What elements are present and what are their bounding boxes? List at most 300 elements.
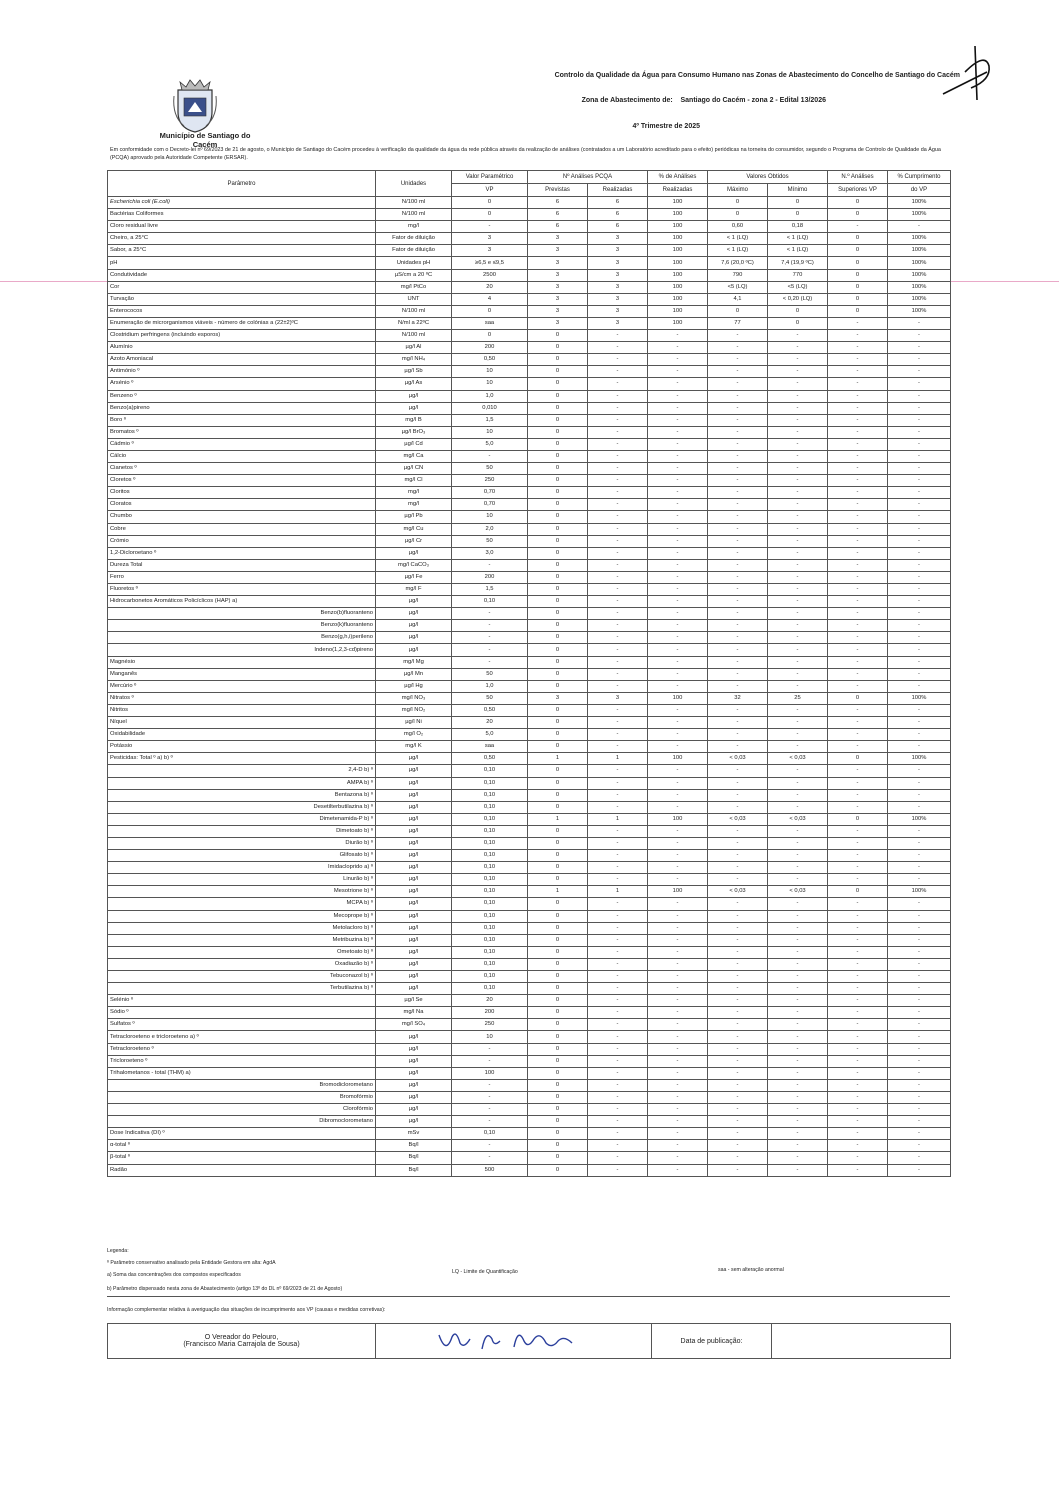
value-cell: - — [828, 450, 888, 462]
value-cell: - — [588, 656, 648, 668]
value-cell: - — [888, 765, 951, 777]
value-cell: 100 — [648, 317, 708, 329]
value-cell: - — [828, 632, 888, 644]
value-cell: - — [888, 1079, 951, 1091]
value-cell: - — [708, 1128, 768, 1140]
table-row — [108, 499, 951, 511]
value-cell: 0 — [828, 305, 888, 317]
value-cell: Bq/l — [376, 1152, 452, 1164]
value-cell: µg/l — [376, 390, 452, 402]
value-cell: ≥6,5 e ≤9,5 — [452, 257, 528, 269]
value-cell: 0 — [528, 487, 588, 499]
parameter-cell: Benzo(g,h,i)perileno — [108, 632, 376, 644]
value-cell: - — [588, 862, 648, 874]
value-cell: - — [768, 571, 828, 583]
value-cell: - — [828, 463, 888, 475]
value-cell: - — [708, 1007, 768, 1019]
parameter-cell: Magnésio — [108, 656, 376, 668]
value-cell: - — [888, 559, 951, 571]
value-cell: 50 — [452, 535, 528, 547]
value-cell: - — [768, 402, 828, 414]
value-cell: mg/l Cu — [376, 523, 452, 535]
value-cell: 0 — [528, 402, 588, 414]
table-row — [108, 704, 951, 716]
value-cell: 0 — [528, 1152, 588, 1164]
parameter-cell: Mercúrio º — [108, 680, 376, 692]
value-cell: - — [452, 644, 528, 656]
value-cell: - — [648, 438, 708, 450]
value-cell: - — [888, 1067, 951, 1079]
value-cell: - — [768, 414, 828, 426]
value-cell: - — [588, 620, 648, 632]
value-cell: - — [648, 1055, 708, 1067]
value-cell: - — [888, 523, 951, 535]
table-row — [108, 402, 951, 414]
value-cell: - — [768, 450, 828, 462]
table-row — [108, 825, 951, 837]
parameter-cell: Bromodiclorometano — [108, 1079, 376, 1091]
value-cell: µg/l — [376, 874, 452, 886]
value-cell: 1 — [588, 886, 648, 898]
value-cell: 0 — [528, 983, 588, 995]
value-cell: - — [708, 1019, 768, 1031]
value-cell: 0 — [828, 281, 888, 293]
table-row — [108, 511, 951, 523]
value-cell: - — [828, 862, 888, 874]
table-row — [108, 1007, 951, 1019]
value-cell: - — [888, 741, 951, 753]
table-row — [108, 584, 951, 596]
value-cell: 200 — [452, 1007, 528, 1019]
value-cell: - — [648, 354, 708, 366]
value-cell: - — [588, 366, 648, 378]
value-cell: 0 — [528, 910, 588, 922]
parameter-cell: Tetracloroeteno º — [108, 1043, 376, 1055]
value-cell: - — [888, 862, 951, 874]
value-cell: 6 — [528, 221, 588, 233]
value-cell: 0 — [528, 934, 588, 946]
value-cell: - — [888, 450, 951, 462]
value-cell: - — [588, 1116, 648, 1128]
value-cell: - — [768, 777, 828, 789]
parameter-cell: Benzo(a)pireno — [108, 402, 376, 414]
value-cell: - — [768, 547, 828, 559]
value-cell: - — [888, 596, 951, 608]
value-cell: - — [888, 1091, 951, 1103]
value-cell: - — [588, 608, 648, 620]
value-cell: 10 — [452, 366, 528, 378]
value-cell: µg/l — [376, 1067, 452, 1079]
col-vp-top: Valor Paramétrico — [452, 171, 528, 184]
value-cell: < 1 (LQ) — [708, 245, 768, 257]
legend-line-1: º Parâmetro conservativo analisado pela Entidade Gestora em alta: AgdA — [107, 1260, 276, 1266]
value-cell: - — [828, 330, 888, 342]
value-cell: mg/l CaCO₃ — [376, 559, 452, 571]
value-cell: - — [768, 971, 828, 983]
value-cell: - — [768, 584, 828, 596]
value-cell: - — [452, 1116, 528, 1128]
value-cell: - — [708, 801, 768, 813]
legend-line-3: b) Parâmetro dispensado nesta zona de Abastecimento (artigo 13º do DL nº 69/2023 de 21 de Agosto) — [107, 1286, 343, 1292]
value-cell: 100% — [888, 293, 951, 305]
value-cell: - — [888, 1007, 951, 1019]
value-cell: µg/l Al — [376, 342, 452, 354]
value-cell: 3,0 — [452, 547, 528, 559]
table-row — [108, 390, 951, 402]
value-cell: 0 — [828, 233, 888, 245]
vereador-cell — [108, 1324, 376, 1359]
table-row — [108, 305, 951, 317]
value-cell: - — [452, 1079, 528, 1091]
value-cell: - — [588, 487, 648, 499]
value-cell: 0 — [528, 547, 588, 559]
parameter-cell: Glifosato b) º — [108, 850, 376, 862]
value-cell: - — [888, 547, 951, 559]
value-cell: µg/l — [376, 1091, 452, 1103]
value-cell: mg/l — [376, 499, 452, 511]
value-cell: µg/l — [376, 1104, 452, 1116]
value-cell: - — [708, 958, 768, 970]
value-cell: - — [708, 487, 768, 499]
value-cell: 0 — [528, 523, 588, 535]
table-row — [108, 946, 951, 958]
value-cell: 0 — [528, 366, 588, 378]
value-cell: 2,0 — [452, 523, 528, 535]
value-cell: - — [588, 402, 648, 414]
value-cell: 0 — [708, 197, 768, 209]
value-cell: UNT — [376, 293, 452, 305]
value-cell: 3 — [528, 692, 588, 704]
parameter-cell: Cianetos º — [108, 463, 376, 475]
value-cell: µg/l — [376, 402, 452, 414]
value-cell: - — [648, 426, 708, 438]
value-cell: - — [588, 971, 648, 983]
value-cell: - — [888, 717, 951, 729]
parameter-cell: Cálcio — [108, 450, 376, 462]
value-cell: 0 — [828, 269, 888, 281]
value-cell: - — [768, 596, 828, 608]
value-cell: 0 — [708, 305, 768, 317]
value-cell: - — [452, 450, 528, 462]
value-cell: - — [888, 402, 951, 414]
value-cell: 0,010 — [452, 402, 528, 414]
table-row — [108, 1079, 951, 1091]
value-cell: 0 — [528, 729, 588, 741]
value-cell: N/100 ml — [376, 330, 452, 342]
value-cell: - — [888, 922, 951, 934]
value-cell: - — [888, 608, 951, 620]
value-cell: - — [888, 620, 951, 632]
value-cell: - — [708, 414, 768, 426]
value-cell: - — [888, 571, 951, 583]
table-row — [108, 971, 951, 983]
value-cell: µg/l — [376, 547, 452, 559]
value-cell: mg/l K — [376, 741, 452, 753]
parameter-cell: Enumeração de microrganismos viáveis - número de colónias a (22±2)ºC — [108, 317, 376, 329]
value-cell: N/100 ml — [376, 197, 452, 209]
parameter-cell: Linurão b) º — [108, 874, 376, 886]
value-cell: - — [452, 1043, 528, 1055]
value-cell: - — [828, 584, 888, 596]
value-cell: - — [828, 777, 888, 789]
table-row — [108, 656, 951, 668]
value-cell: 6 — [588, 209, 648, 221]
value-cell: mg/l O₂ — [376, 729, 452, 741]
value-cell: 100% — [888, 209, 951, 221]
value-cell: 0 — [528, 414, 588, 426]
table-row — [108, 886, 951, 898]
value-cell: - — [648, 995, 708, 1007]
value-cell: - — [888, 632, 951, 644]
parameter-cell: Cádmio º — [108, 438, 376, 450]
value-cell: - — [588, 1007, 648, 1019]
parameter-cell: Alumínio — [108, 342, 376, 354]
value-cell: - — [828, 438, 888, 450]
value-cell: - — [888, 1164, 951, 1176]
value-cell: - — [588, 511, 648, 523]
parameter-cell: Chumbo — [108, 511, 376, 523]
parameter-cell: Cloratos — [108, 499, 376, 511]
value-cell: 0 — [528, 390, 588, 402]
table-row — [108, 668, 951, 680]
table-row — [108, 958, 951, 970]
value-cell: µg/l — [376, 1079, 452, 1091]
value-cell: - — [828, 995, 888, 1007]
value-cell: - — [708, 789, 768, 801]
value-cell: - — [768, 330, 828, 342]
value-cell: 0 — [528, 656, 588, 668]
table-row — [108, 1031, 951, 1043]
value-cell: - — [648, 584, 708, 596]
value-cell: - — [452, 1140, 528, 1152]
value-cell: - — [888, 1055, 951, 1067]
value-cell: - — [708, 680, 768, 692]
value-cell: 0,10 — [452, 777, 528, 789]
value-cell: 3 — [528, 233, 588, 245]
value-cell: - — [768, 729, 828, 741]
value-cell: - — [768, 1019, 828, 1031]
value-cell: µg/l — [376, 801, 452, 813]
value-cell: 250 — [452, 1019, 528, 1031]
value-cell: - — [588, 463, 648, 475]
value-cell: - — [588, 330, 648, 342]
parameter-cell: Cor — [108, 281, 376, 293]
value-cell: - — [648, 850, 708, 862]
value-cell: - — [588, 789, 648, 801]
value-cell: 10 — [452, 378, 528, 390]
value-cell: 0,10 — [452, 874, 528, 886]
value-cell: 0 — [452, 209, 528, 221]
parameter-cell: AMPA b) º — [108, 777, 376, 789]
value-cell: µg/l CN — [376, 463, 452, 475]
value-cell: - — [768, 1055, 828, 1067]
value-cell: - — [648, 656, 708, 668]
value-cell: - — [888, 1104, 951, 1116]
value-cell: 100 — [648, 233, 708, 245]
value-cell: - — [768, 1116, 828, 1128]
value-cell: - — [768, 390, 828, 402]
value-cell: - — [452, 1091, 528, 1103]
parameter-cell: Desetilterbutilazina b) º — [108, 801, 376, 813]
value-cell: - — [888, 414, 951, 426]
value-cell: 3 — [588, 692, 648, 704]
parameter-cell: α-total º — [108, 1140, 376, 1152]
value-cell: - — [648, 535, 708, 547]
value-cell: - — [888, 1019, 951, 1031]
value-cell: µg/l — [376, 886, 452, 898]
value-cell: - — [888, 1140, 951, 1152]
value-cell: 3 — [528, 269, 588, 281]
value-cell: - — [768, 1043, 828, 1055]
value-cell: - — [708, 535, 768, 547]
value-cell: 0 — [828, 245, 888, 257]
value-cell: - — [888, 656, 951, 668]
value-cell: - — [828, 1019, 888, 1031]
table-row — [108, 1091, 951, 1103]
zone-value: Santiago do Cacém - zona 2 - Edital 13/2026 — [680, 97, 826, 104]
value-cell: µg/l — [376, 1055, 452, 1067]
value-cell: - — [708, 402, 768, 414]
value-cell: µg/l — [376, 644, 452, 656]
value-cell: - — [588, 571, 648, 583]
value-cell: - — [828, 426, 888, 438]
value-cell: 10 — [452, 426, 528, 438]
value-cell: µg/l Ni — [376, 717, 452, 729]
table-row — [108, 547, 951, 559]
value-cell: - — [768, 995, 828, 1007]
municipality-crest-logo — [170, 76, 220, 134]
value-cell: 0,10 — [452, 789, 528, 801]
value-cell: 3 — [588, 293, 648, 305]
value-cell: - — [768, 1164, 828, 1176]
value-cell: - — [888, 971, 951, 983]
value-cell: - — [708, 874, 768, 886]
value-cell: 0 — [528, 1140, 588, 1152]
value-cell: - — [708, 837, 768, 849]
value-cell: 0,10 — [452, 765, 528, 777]
value-cell: - — [648, 729, 708, 741]
value-cell: - — [888, 789, 951, 801]
value-cell: - — [708, 825, 768, 837]
value-cell: 0 — [528, 668, 588, 680]
value-cell: - — [888, 354, 951, 366]
value-cell: - — [648, 450, 708, 462]
value-cell: - — [452, 559, 528, 571]
value-cell: - — [828, 1007, 888, 1019]
value-cell: 10 — [452, 1031, 528, 1043]
value-cell: - — [828, 874, 888, 886]
value-cell: - — [648, 1091, 708, 1103]
value-cell: - — [768, 499, 828, 511]
intro-text: Em conformidade com o Decreto-lei nº 69/2023 de 21 de agosto, o Município de Santiago do Cacém procedeu à verificação da qualidade da água da rede pública através da realização de análises (contratados a um Laboratório acreditado para o efeito) periódicas na torneira do consumidor, segundo o Programa de Controlo de Qualidade da Água (PCQA) aprovado pela Autoridade Competente (ERSAR). — [110, 147, 941, 161]
value-cell: 25 — [768, 692, 828, 704]
table-row — [108, 632, 951, 644]
value-cell: - — [648, 390, 708, 402]
value-cell: - — [828, 596, 888, 608]
value-cell: - — [588, 1079, 648, 1091]
value-cell: 0 — [528, 1164, 588, 1176]
value-cell: mg/l Mg — [376, 656, 452, 668]
value-cell: 1 — [588, 753, 648, 765]
value-cell: - — [768, 668, 828, 680]
value-cell: - — [888, 535, 951, 547]
value-cell: 0 — [528, 511, 588, 523]
value-cell: - — [828, 1055, 888, 1067]
value-cell: 0 — [528, 644, 588, 656]
value-cell: - — [888, 850, 951, 862]
value-cell: - — [708, 342, 768, 354]
parameter-cell: Antimónio º — [108, 366, 376, 378]
value-cell: - — [708, 1091, 768, 1103]
value-cell: N/ml a 22ºC — [376, 317, 452, 329]
vereador-name: (Francisco Maria Carrajola de Sousa) — [183, 1341, 300, 1348]
value-cell: - — [648, 825, 708, 837]
value-cell: 3 — [588, 281, 648, 293]
value-cell: - — [768, 1128, 828, 1140]
parameter-cell: Crómio — [108, 535, 376, 547]
value-cell: 0 — [528, 680, 588, 692]
value-cell: - — [648, 741, 708, 753]
table-row — [108, 559, 951, 571]
value-cell: - — [648, 608, 708, 620]
table-row — [108, 717, 951, 729]
value-cell: - — [708, 777, 768, 789]
value-cell: 0,50 — [452, 354, 528, 366]
value-cell: 6 — [588, 197, 648, 209]
value-cell: 0 — [828, 293, 888, 305]
value-cell: < 1 (LQ) — [768, 233, 828, 245]
value-cell: - — [588, 1067, 648, 1079]
value-cell: - — [708, 1152, 768, 1164]
table-row — [108, 221, 951, 233]
value-cell: 0 — [528, 704, 588, 716]
value-cell: 0 — [528, 1067, 588, 1079]
value-cell: 0 — [768, 197, 828, 209]
value-cell: - — [888, 317, 951, 329]
value-cell: - — [768, 656, 828, 668]
value-cell: 50 — [452, 668, 528, 680]
zone-line — [300, 97, 826, 104]
value-cell: - — [708, 1031, 768, 1043]
value-cell: - — [828, 668, 888, 680]
value-cell: 3 — [588, 317, 648, 329]
value-cell: - — [828, 1043, 888, 1055]
value-cell: - — [828, 922, 888, 934]
value-cell: - — [708, 1116, 768, 1128]
value-cell: - — [828, 390, 888, 402]
table-row — [108, 269, 951, 281]
value-cell: - — [588, 1091, 648, 1103]
value-cell: - — [648, 487, 708, 499]
parameter-cell: Dibromoclorometano — [108, 1116, 376, 1128]
value-cell: 7,4 (19,9 ºC) — [768, 257, 828, 269]
parameter-cell: Terbutilazina b) º — [108, 983, 376, 995]
value-cell: <5 (LQ) — [708, 281, 768, 293]
value-cell: 0,70 — [452, 499, 528, 511]
value-cell: - — [888, 511, 951, 523]
table-row — [108, 596, 951, 608]
value-cell: < 0,03 — [708, 886, 768, 898]
value-cell: - — [588, 499, 648, 511]
parameter-cell: Tricloroeteno º — [108, 1055, 376, 1067]
parameter-cell: Sulfatos º — [108, 1019, 376, 1031]
value-cell: 1,5 — [452, 584, 528, 596]
value-cell: - — [588, 523, 648, 535]
value-cell: - — [708, 620, 768, 632]
value-cell: - — [708, 1043, 768, 1055]
value-cell: - — [648, 330, 708, 342]
value-cell: 0,10 — [452, 801, 528, 813]
